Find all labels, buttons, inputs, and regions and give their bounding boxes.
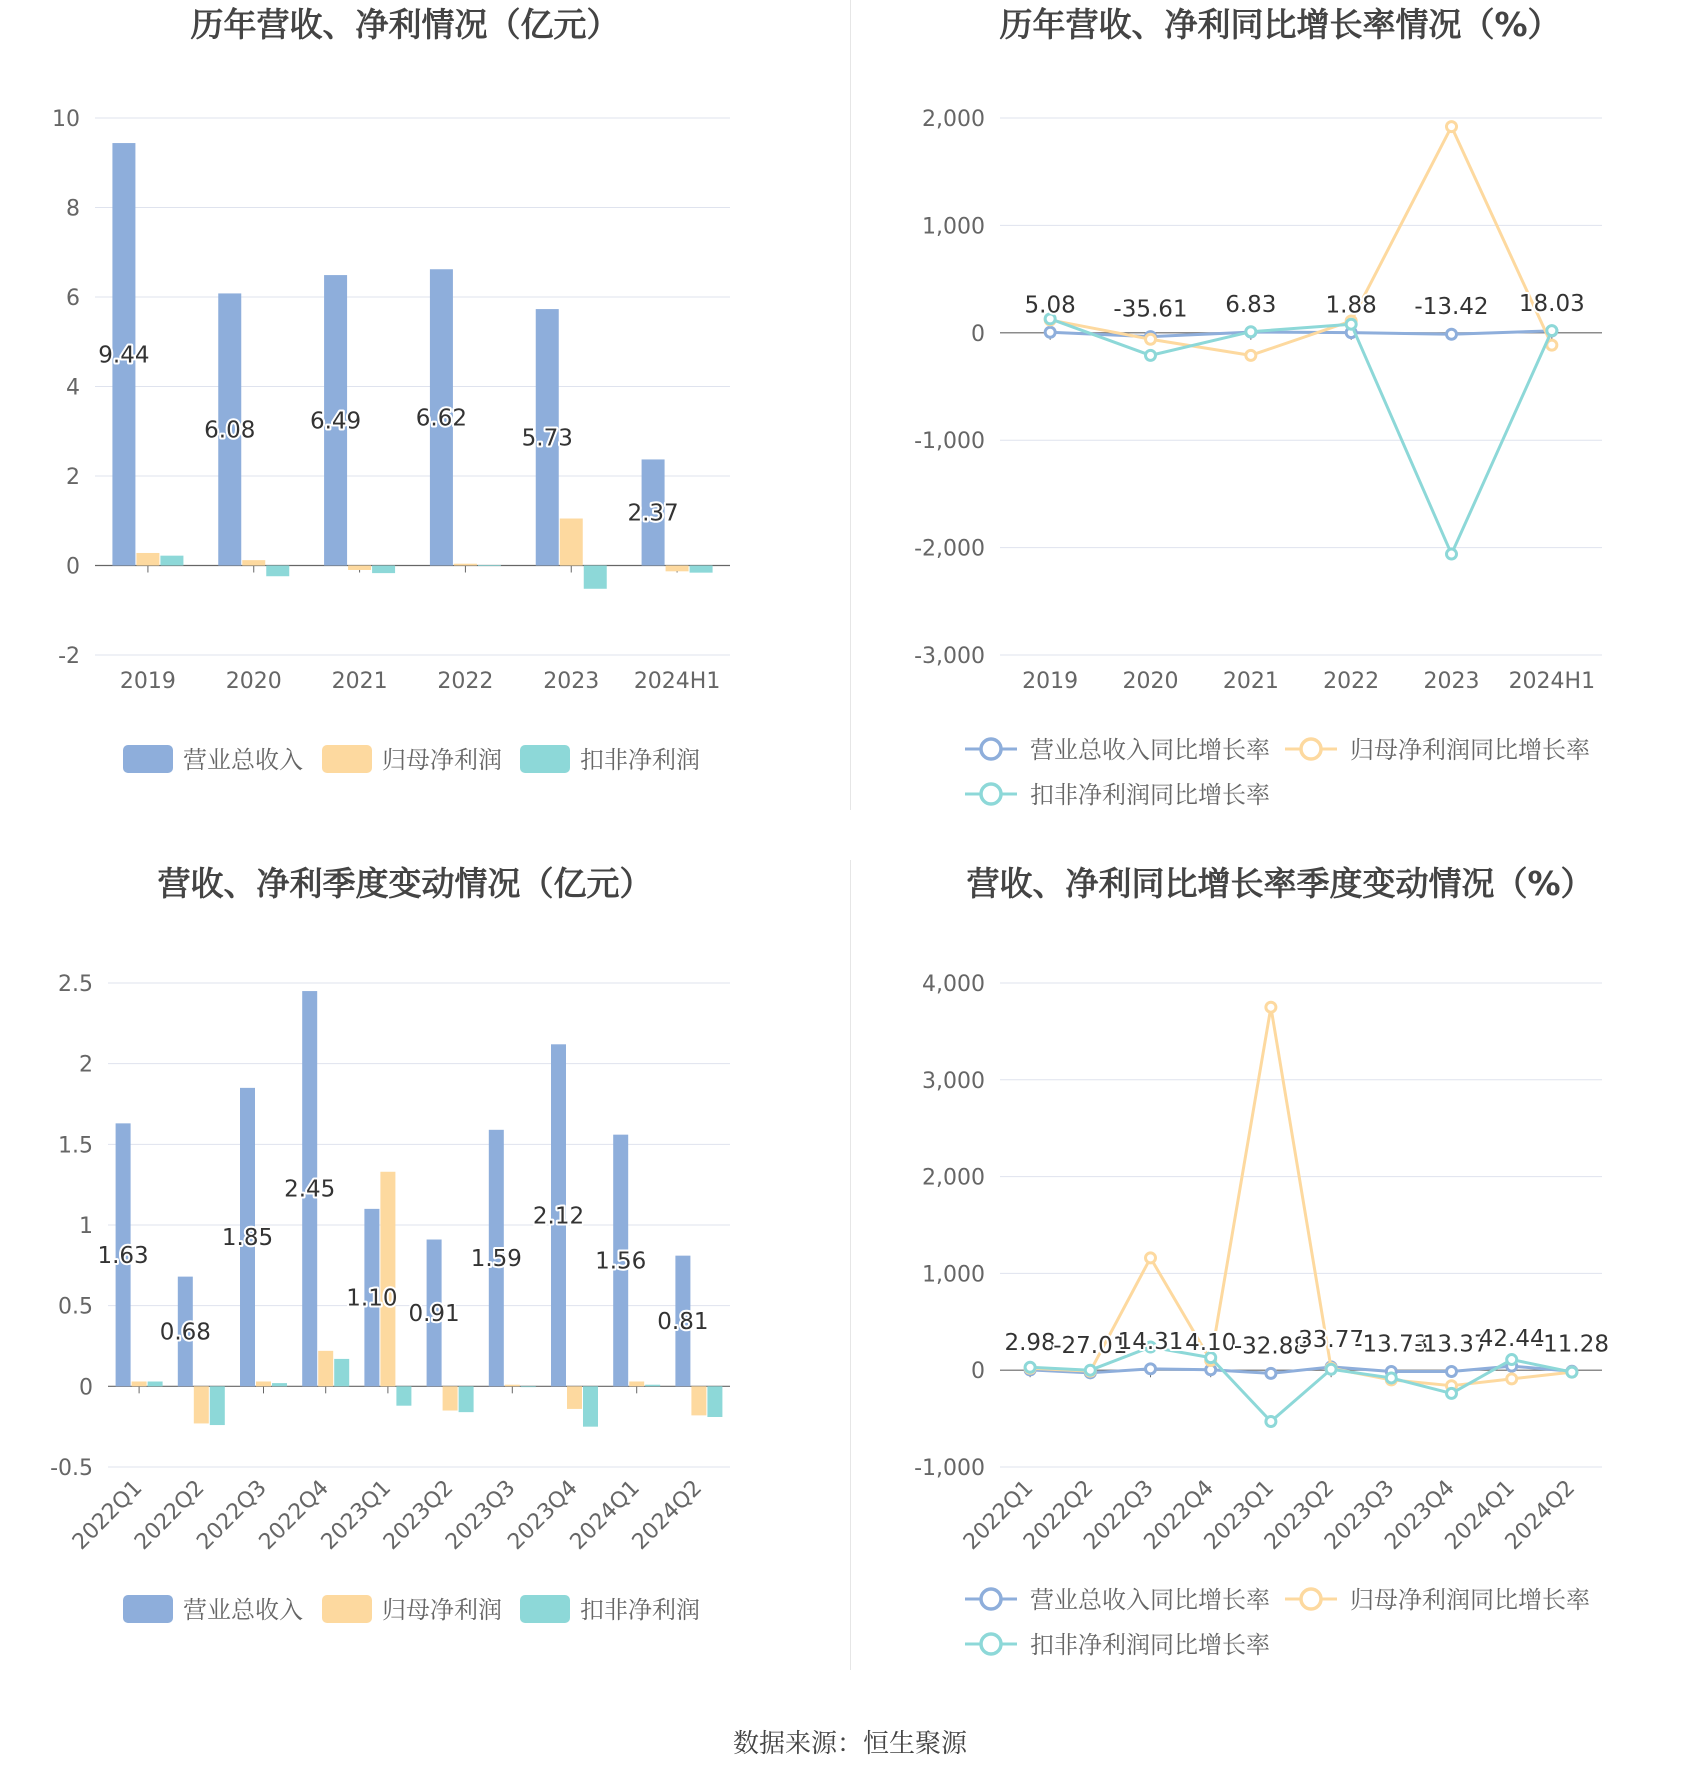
bar-net_profit xyxy=(256,1381,271,1386)
annual-growth-svg xyxy=(850,0,1700,870)
y-tick-label: 2,000 xyxy=(922,1165,985,1191)
x-tick-label: 2023Q2 xyxy=(1259,1475,1340,1555)
line-data-label: -13.73 xyxy=(1354,1331,1429,1358)
y-tick-label: 0 xyxy=(971,321,985,347)
series-point-deducted_profit xyxy=(1025,1362,1035,1372)
chart-title: 营收、净利同比增长率季度变动情况（%） xyxy=(966,864,1594,903)
x-tick-label: 2020 xyxy=(1122,669,1179,694)
bar-data-label: 0.81 xyxy=(657,1308,709,1335)
legend-marker-revenue xyxy=(981,739,1001,759)
legend-swatch-revenue xyxy=(123,1595,173,1623)
x-tick-label: 2024H1 xyxy=(633,669,721,694)
legend-label: 扣非净利润 xyxy=(580,746,700,774)
bar-data-label: 2.12 xyxy=(532,1203,585,1230)
legend-label: 归母净利润同比增长率 xyxy=(1350,736,1590,764)
bar-net_profit xyxy=(132,1381,147,1386)
bar-data-label: 1.56 xyxy=(595,1248,647,1275)
series-point-deducted_profit xyxy=(1346,319,1356,329)
y-tick-label: -0.5 xyxy=(50,1456,93,1481)
y-tick-label: -2,000 xyxy=(914,536,985,562)
bar-net_profit xyxy=(560,519,583,566)
y-tick-label: 1.5 xyxy=(58,1133,93,1159)
series-point-deducted_profit xyxy=(1507,1355,1517,1365)
line-data-label: -32.88 xyxy=(1233,1333,1308,1360)
bar-deducted_profit xyxy=(266,566,289,577)
x-tick-label: 2019 xyxy=(1022,669,1079,694)
legend-label: 营业总收入 xyxy=(183,1596,303,1624)
series-point-deducted_profit xyxy=(1447,1388,1457,1398)
legend-marker-deducted_profit xyxy=(981,784,1001,804)
y-tick-label: -2 xyxy=(58,644,80,669)
x-tick-label: 2024H1 xyxy=(1508,669,1596,694)
bar-net_profit xyxy=(567,1386,582,1409)
legend-marker-deducted_profit xyxy=(981,1634,1001,1654)
bar-net_profit xyxy=(194,1386,209,1423)
bar-deducted_profit xyxy=(707,1386,722,1417)
bar-net_profit xyxy=(318,1351,333,1386)
chart-title: 历年营收、净利同比增长率情况（%） xyxy=(999,5,1561,44)
quarterly-growth-svg xyxy=(850,855,1700,1725)
x-tick-label: 2023Q1 xyxy=(1199,1475,1280,1555)
legend-label: 归母净利润 xyxy=(382,1596,502,1624)
bar-data-label: 0.91 xyxy=(408,1300,460,1327)
legend-label: 营业总收入 xyxy=(183,746,303,774)
x-tick-label: 2022Q4 xyxy=(254,1475,334,1555)
legend-label: 归母净利润同比增长率 xyxy=(1350,1586,1590,1614)
legend-label: 扣非净利润同比增长率 xyxy=(1030,1631,1270,1659)
series-point-net_profit xyxy=(1246,350,1256,360)
series-point-net_profit xyxy=(1447,122,1457,132)
bar-deducted_profit xyxy=(334,1359,349,1386)
bar-net_profit xyxy=(443,1386,458,1410)
bar-net_profit xyxy=(505,1385,520,1387)
x-tick-label: 2024Q1 xyxy=(1440,1475,1520,1555)
series-point-deducted_profit xyxy=(1146,350,1156,360)
bar-data-label: 6.08 xyxy=(204,417,256,444)
y-tick-label: -1,000 xyxy=(914,429,985,455)
x-tick-label: 2022Q4 xyxy=(1139,1475,1219,1555)
series-point-revenue xyxy=(1447,1366,1457,1376)
bar-deducted_profit xyxy=(690,566,713,573)
bar-deducted_profit xyxy=(396,1386,411,1405)
series-point-deducted_profit xyxy=(1386,1373,1396,1383)
legend-label: 归母净利润 xyxy=(382,746,502,774)
bar-deducted_profit xyxy=(478,565,501,566)
x-tick-label: 2024Q2 xyxy=(1500,1475,1581,1555)
series-point-deducted_profit xyxy=(1567,1367,1577,1377)
bar-data-label: 2.37 xyxy=(627,500,679,527)
y-tick-label: 4 xyxy=(66,375,80,401)
line-data-label: 1.88 xyxy=(1325,292,1377,319)
series-point-net_profit xyxy=(1146,1253,1156,1263)
chart-title: 营收、净利季度变动情况（亿元） xyxy=(157,864,653,903)
y-tick-label: 2 xyxy=(66,465,80,490)
x-tick-label: 2021 xyxy=(331,669,388,694)
bar-deducted_profit xyxy=(459,1386,474,1412)
bar-data-label: 1.85 xyxy=(221,1225,274,1252)
series-point-revenue xyxy=(1266,1368,1276,1378)
series-point-revenue xyxy=(1447,329,1457,339)
line-data-label: 33.77 xyxy=(1298,1326,1365,1353)
series-point-deducted_profit xyxy=(1246,327,1256,337)
y-tick-label: 1,000 xyxy=(922,1262,985,1288)
quarterly-amount-chart xyxy=(0,855,850,1725)
series-point-revenue xyxy=(1146,1364,1156,1374)
legend-swatch-net_profit xyxy=(322,745,372,773)
x-tick-label: 2022Q2 xyxy=(1019,1475,1099,1555)
legend-swatch-deducted_profit xyxy=(520,1595,570,1623)
legend-label: 营业总收入同比增长率 xyxy=(1030,736,1270,764)
bar-deducted_profit xyxy=(645,1385,660,1387)
bar-net_profit xyxy=(242,560,265,565)
series-point-net_profit xyxy=(1507,1374,1517,1384)
line-data-label: 42.44 xyxy=(1478,1326,1545,1353)
y-tick-label: 0 xyxy=(79,1375,93,1401)
y-tick-label: 0 xyxy=(66,554,80,580)
bar-data-label: 6.49 xyxy=(309,408,362,435)
bar-net_profit xyxy=(348,566,371,570)
y-tick-label: 2 xyxy=(79,1052,93,1078)
data-source-note: 数据来源：恒生聚源 xyxy=(732,1729,967,1759)
bar-deducted_profit xyxy=(372,566,395,574)
line-data-label: 18.03 xyxy=(1518,290,1585,317)
series-point-deducted_profit xyxy=(1447,549,1457,559)
x-tick-label: 2022Q1 xyxy=(958,1475,1039,1555)
legend-marker-revenue xyxy=(981,1589,1001,1609)
bar-data-label: 6.62 xyxy=(415,405,468,432)
legend-swatch-revenue xyxy=(123,745,173,773)
line-data-label: 2.98 xyxy=(1004,1329,1056,1356)
legend-label: 扣非净利润同比增长率 xyxy=(1030,781,1270,809)
series-point-net_profit xyxy=(1266,1002,1276,1012)
x-tick-label: 2023Q4 xyxy=(503,1475,583,1555)
bar-deducted_profit xyxy=(583,1386,598,1426)
bar-deducted_profit xyxy=(210,1386,225,1425)
y-tick-label: 6 xyxy=(66,286,80,311)
x-tick-label: 2023Q3 xyxy=(1320,1475,1400,1555)
x-tick-label: 2024Q1 xyxy=(565,1475,645,1555)
legend-label: 营业总收入同比增长率 xyxy=(1030,1586,1270,1614)
series-point-deducted_profit xyxy=(1085,1365,1095,1375)
y-tick-label: 1 xyxy=(79,1214,93,1239)
bar-net_profit xyxy=(691,1386,706,1415)
bar-data-label: 5.73 xyxy=(521,425,573,452)
bar-data-label: 0.68 xyxy=(159,1319,211,1346)
x-tick-label: 2023Q1 xyxy=(316,1475,397,1555)
annual-growth-chart xyxy=(850,0,1700,870)
x-tick-label: 2022Q3 xyxy=(192,1475,272,1555)
legend-swatch-deducted_profit xyxy=(520,745,570,773)
legend-label: 扣非净利润 xyxy=(580,1596,700,1624)
annual-amount-chart xyxy=(0,0,850,870)
series-point-revenue xyxy=(1045,327,1055,337)
line-data-label: -27.01 xyxy=(1053,1332,1128,1359)
x-tick-label: 2020 xyxy=(225,669,282,694)
bar-net_profit xyxy=(454,564,477,566)
y-tick-label: 0 xyxy=(971,1359,985,1385)
chart-title: 历年营收、净利情况（亿元） xyxy=(190,5,620,44)
line-data-label: -11.28 xyxy=(1534,1331,1609,1358)
x-tick-label: 2023Q4 xyxy=(1380,1475,1460,1555)
series-point-deducted_profit xyxy=(1326,1364,1336,1374)
x-tick-label: 2023 xyxy=(543,669,600,694)
series-point-deducted_profit xyxy=(1547,326,1557,336)
y-tick-label: 8 xyxy=(66,196,80,222)
line-data-label: -13.42 xyxy=(1414,294,1489,321)
y-tick-label: 3,000 xyxy=(922,1068,985,1094)
bar-data-label: 2.45 xyxy=(284,1176,336,1203)
bar-deducted_profit xyxy=(272,1383,287,1386)
x-tick-label: 2022Q2 xyxy=(130,1475,210,1555)
y-tick-label: 2,000 xyxy=(922,107,985,132)
y-tick-label: 2.5 xyxy=(58,972,93,997)
series-point-net_profit xyxy=(1146,334,1156,344)
line-data-label: 14.31 xyxy=(1117,1328,1184,1355)
x-tick-label: 2023Q2 xyxy=(378,1475,459,1555)
x-tick-label: 2024Q2 xyxy=(627,1475,708,1555)
annual-amount-svg xyxy=(0,0,850,870)
series-line-deducted_profit xyxy=(1050,319,1552,554)
x-tick-label: 2023Q3 xyxy=(441,1475,521,1555)
bar-net_profit xyxy=(380,1172,395,1387)
bar-data-label: 1.10 xyxy=(346,1285,398,1312)
bar-data-label: 1.63 xyxy=(97,1242,149,1269)
bar-net_profit xyxy=(666,566,689,572)
bar-data-label: 9.44 xyxy=(98,342,150,369)
legend-marker-net_profit xyxy=(1301,739,1321,759)
bar-net_profit xyxy=(629,1381,644,1386)
bar-deducted_profit xyxy=(584,566,607,589)
y-tick-label: -3,000 xyxy=(914,644,985,669)
x-tick-label: 2022 xyxy=(437,669,494,694)
x-tick-label: 2021 xyxy=(1222,669,1279,694)
line-data-label: 5.08 xyxy=(1024,292,1076,319)
line-data-label: -13.37 xyxy=(1414,1331,1489,1358)
x-tick-label: 2022 xyxy=(1323,669,1380,694)
y-tick-label: 4,000 xyxy=(922,972,985,997)
quarterly-amount-svg xyxy=(0,855,850,1725)
x-tick-label: 2022Q3 xyxy=(1079,1475,1159,1555)
line-data-label: 6.83 xyxy=(1225,292,1277,319)
legend-marker-net_profit xyxy=(1301,1589,1321,1609)
x-tick-label: 2022Q1 xyxy=(67,1475,148,1555)
y-tick-label: 1,000 xyxy=(922,214,985,240)
y-tick-label: -1,000 xyxy=(914,1456,985,1481)
x-tick-label: 2023 xyxy=(1423,669,1480,694)
line-data-label: -35.61 xyxy=(1113,296,1188,323)
x-tick-label: 2019 xyxy=(119,669,176,694)
bar-deducted_profit xyxy=(148,1381,163,1386)
bar-net_profit xyxy=(136,553,159,566)
quarterly-growth-chart xyxy=(850,855,1700,1725)
line-data-label: 4.10 xyxy=(1185,1329,1237,1356)
y-tick-label: 0.5 xyxy=(58,1294,93,1320)
bar-deducted_profit xyxy=(521,1386,536,1387)
y-tick-label: 10 xyxy=(52,107,80,132)
legend-swatch-net_profit xyxy=(322,1595,372,1623)
bar-deducted_profit xyxy=(160,556,183,566)
bar-data-label: 1.59 xyxy=(470,1246,522,1273)
series-point-deducted_profit xyxy=(1266,1417,1276,1427)
